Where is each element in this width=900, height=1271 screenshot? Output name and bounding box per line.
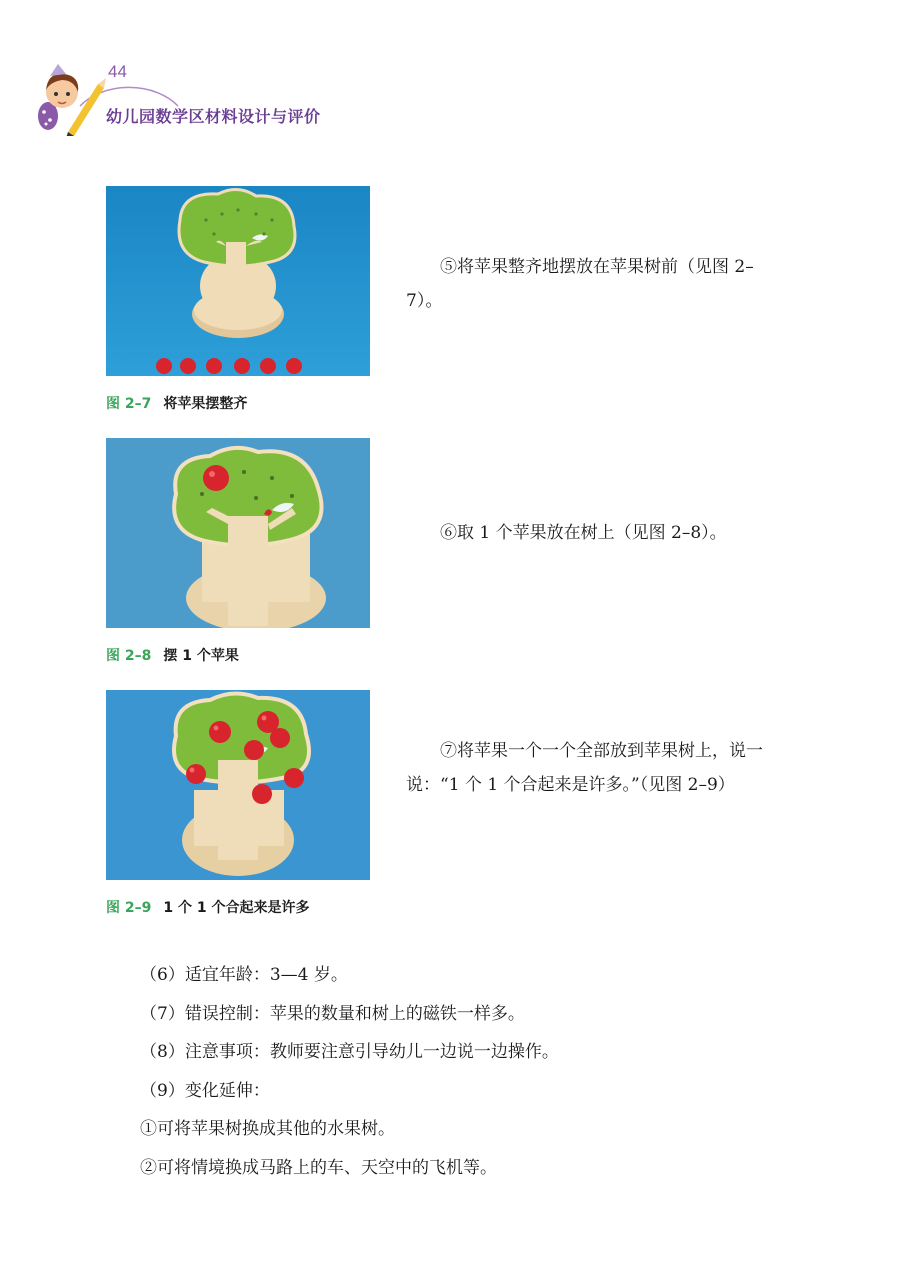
girl-with-pencil-mascot-icon — [28, 62, 108, 136]
activity-notes-list — [140, 956, 800, 1187]
list-item: （8）注意事项：教师要注意引导幼儿一边说一边操作。 — [140, 1042, 559, 1062]
figure-title: 摆 1 个苹果 — [163, 648, 239, 664]
photo-all-apples-on-tree — [106, 690, 370, 880]
figure-caption — [106, 897, 309, 917]
figure-number: 图 2–9 — [106, 900, 152, 916]
list-item: （6）适宜年龄：3—4 岁。 — [140, 965, 348, 985]
photo-apple-tree-apples-lined-up — [106, 186, 370, 376]
step-5-text: ⑤将苹果整齐地摆放在苹果树前（见图 2–7）。 — [406, 257, 754, 311]
figure-caption — [106, 393, 247, 413]
list-item: ①可将苹果树换成其他的水果树。 — [140, 1119, 395, 1139]
figure-number: 图 2–8 — [106, 648, 152, 664]
book-title: 幼儿园数学区材料设计与评价 — [106, 107, 321, 126]
photo-one-apple-on-tree — [106, 438, 370, 628]
list-item: （7）错误控制：苹果的数量和树上的磁铁一样多。 — [140, 1003, 525, 1024]
figure-number: 图 2–7 — [106, 396, 152, 412]
figure-title: 将苹果摆整齐 — [163, 396, 248, 412]
step-7-text: ⑦将苹果一个一个全部放到苹果树上，说一说：“1 个 1 个合起来是许多。”（见图 2–9） — [406, 741, 763, 795]
step-6-text: ⑥取 1 个苹果放在树上（见图 2–8）。 — [440, 523, 727, 543]
figure-title: 1 个 1 个合起来是许多 — [163, 900, 310, 916]
list-item: （9）变化延伸： — [140, 1080, 270, 1101]
figure-caption — [106, 645, 239, 665]
list-item: ②可将情境换成马路上的车、天空中的飞机等。 — [140, 1157, 497, 1178]
page-number: 44 — [108, 62, 127, 81]
